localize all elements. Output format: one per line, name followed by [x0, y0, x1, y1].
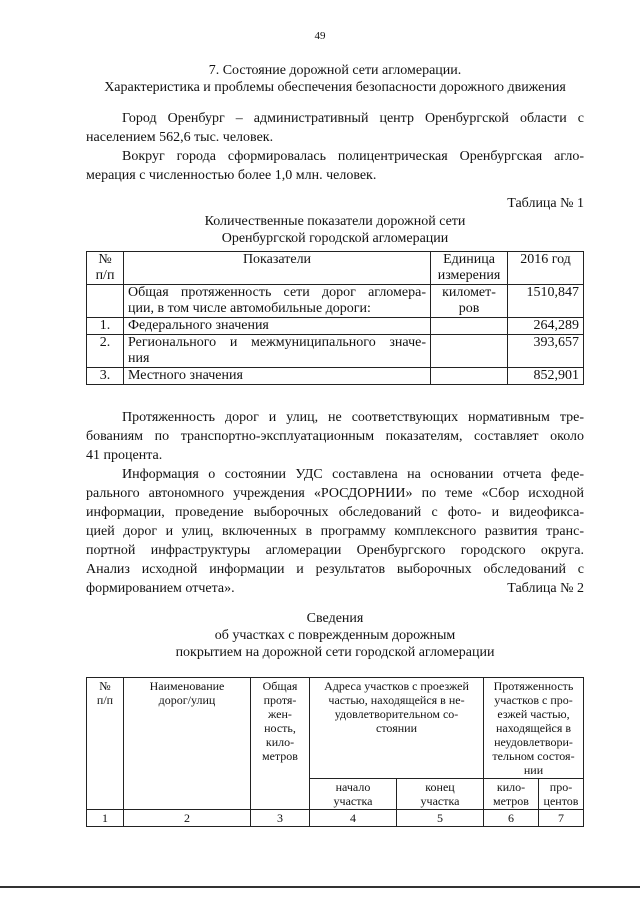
table1 — [86, 251, 584, 385]
table-column-numbers-row — [87, 810, 584, 827]
header-cell: Единица измерения — [431, 252, 508, 285]
header-cell: начало участка — [310, 779, 397, 810]
text-line: портной инфраструктуры агломерации Оренбургского городского округа. — [86, 543, 584, 558]
table-header-row — [87, 252, 584, 285]
caption-line: покрытием на дорожной сети городской агломерации — [175, 645, 495, 660]
header-cell: Наименование дорог/улиц — [124, 678, 251, 810]
text-line: Протяженность дорог и улиц, не соответствующих нормативным тре- — [122, 410, 584, 425]
column-number-cell: 5 — [397, 810, 484, 827]
text-line: населением 562,6 тыс. человек. — [86, 130, 274, 145]
header-cell: Общая протя- жен- ность, кило- метров — [251, 678, 310, 810]
text-line: Город Оренбург – административный центр Оренбургской области с — [122, 111, 584, 126]
text-line: мерация с численностью более 1,0 млн. человек. — [86, 168, 377, 183]
header-cell: № п/п — [87, 678, 124, 810]
column-number-cell: 2 — [124, 810, 251, 827]
intro-paragraph — [86, 109, 584, 185]
header-cell: про- центов — [539, 779, 584, 810]
cell-value: 852,901 — [508, 368, 584, 385]
table-row — [87, 335, 584, 368]
cell-num: 3. — [87, 368, 124, 385]
text-line: Анализ исходной информации и результатов выборочных обследований с — [86, 562, 584, 577]
cell-value: 393,657 — [508, 335, 584, 368]
cell-unit — [431, 335, 508, 368]
column-number-cell: 6 — [484, 810, 539, 827]
cell-name: Местного значения — [124, 368, 431, 385]
table2 — [86, 677, 584, 827]
caption-line: Количественные показатели дорожной сети — [204, 214, 466, 229]
cell-num: 1. — [87, 318, 124, 335]
page-bottom-rule — [0, 886, 640, 888]
text-line: рального автономного учреждения «РОСДОРНИИ» по теме «Сбор исходной — [86, 486, 584, 501]
section-title — [86, 62, 584, 96]
header-cell: 2016 год — [508, 252, 584, 285]
header-cell: Адреса участков с проезжей частью, находящейся в не- удовлетворительном со- стоянии — [310, 678, 484, 779]
table-row — [87, 318, 584, 335]
table-row — [87, 285, 584, 318]
table2-label: Таблица № 2 — [507, 581, 584, 596]
table-row — [87, 368, 584, 385]
text-line: бованиям по транспортно-эксплуатационным показателям, составляет около — [86, 429, 584, 444]
column-number-cell: 7 — [539, 810, 584, 827]
text-line: информации, проведение выборочных обследований с фото- и видеофикса- — [86, 505, 584, 520]
header-cell: кило- метров — [484, 779, 539, 810]
caption-line: Сведения — [306, 611, 364, 626]
header-cell: Показатели — [124, 252, 431, 285]
caption-line: Оренбургской городской агломерации — [221, 231, 449, 246]
cell-unit — [431, 318, 508, 335]
text-line: формированием отчета». — [86, 581, 235, 596]
cell-value: 1510,847 — [508, 285, 584, 318]
cell-name: Регионального и межмуниципального значе- ния — [124, 335, 431, 368]
text-line: Вокруг города сформировалась полицентрическая Оренбургская агло- — [122, 149, 584, 164]
column-number-cell: 3 — [251, 810, 310, 827]
table1-caption — [86, 213, 584, 247]
cell-num: 2. — [87, 335, 124, 368]
header-cell: № п/п — [87, 252, 124, 285]
cell-num — [87, 285, 124, 318]
table2-caption — [86, 610, 584, 661]
cell-unit — [431, 368, 508, 385]
page-number: 49 — [314, 30, 326, 42]
column-number-cell: 1 — [87, 810, 124, 827]
body-paragraph-length — [86, 408, 584, 465]
cell-value: 264,289 — [508, 318, 584, 335]
table-header-row — [87, 678, 584, 779]
text-line: Информация о состоянии УДС составлена на основании отчета феде- — [122, 467, 584, 482]
section-title-line: 7. Состояние дорожной сети агломерации. — [208, 63, 462, 78]
caption-line: об участках с поврежденным дорожным — [214, 628, 456, 643]
cell-unit: километ- ров — [431, 285, 508, 318]
text-line: цией дорог и улиц, включенных в программу комплексного развития транс- — [86, 524, 584, 539]
cell-name: Федерального значения — [124, 318, 431, 335]
text-line: 41 процента. — [86, 448, 163, 463]
column-number-cell: 4 — [310, 810, 397, 827]
header-cell: Протяженность участков с про- езжей частью, находящейся в неудовлетвори- тельном состоя- нии — [484, 678, 584, 779]
header-cell: конец участка — [397, 779, 484, 810]
section-title-line: Характеристика и проблемы обеспечения безопасности дорожного движения — [104, 80, 566, 95]
body-paragraph-info — [86, 465, 584, 598]
table1-label: Таблица № 1 — [507, 196, 584, 211]
cell-name: Общая протяженность сети дорог агломера- ции, в том числе автомобильные дороги: — [124, 285, 431, 318]
